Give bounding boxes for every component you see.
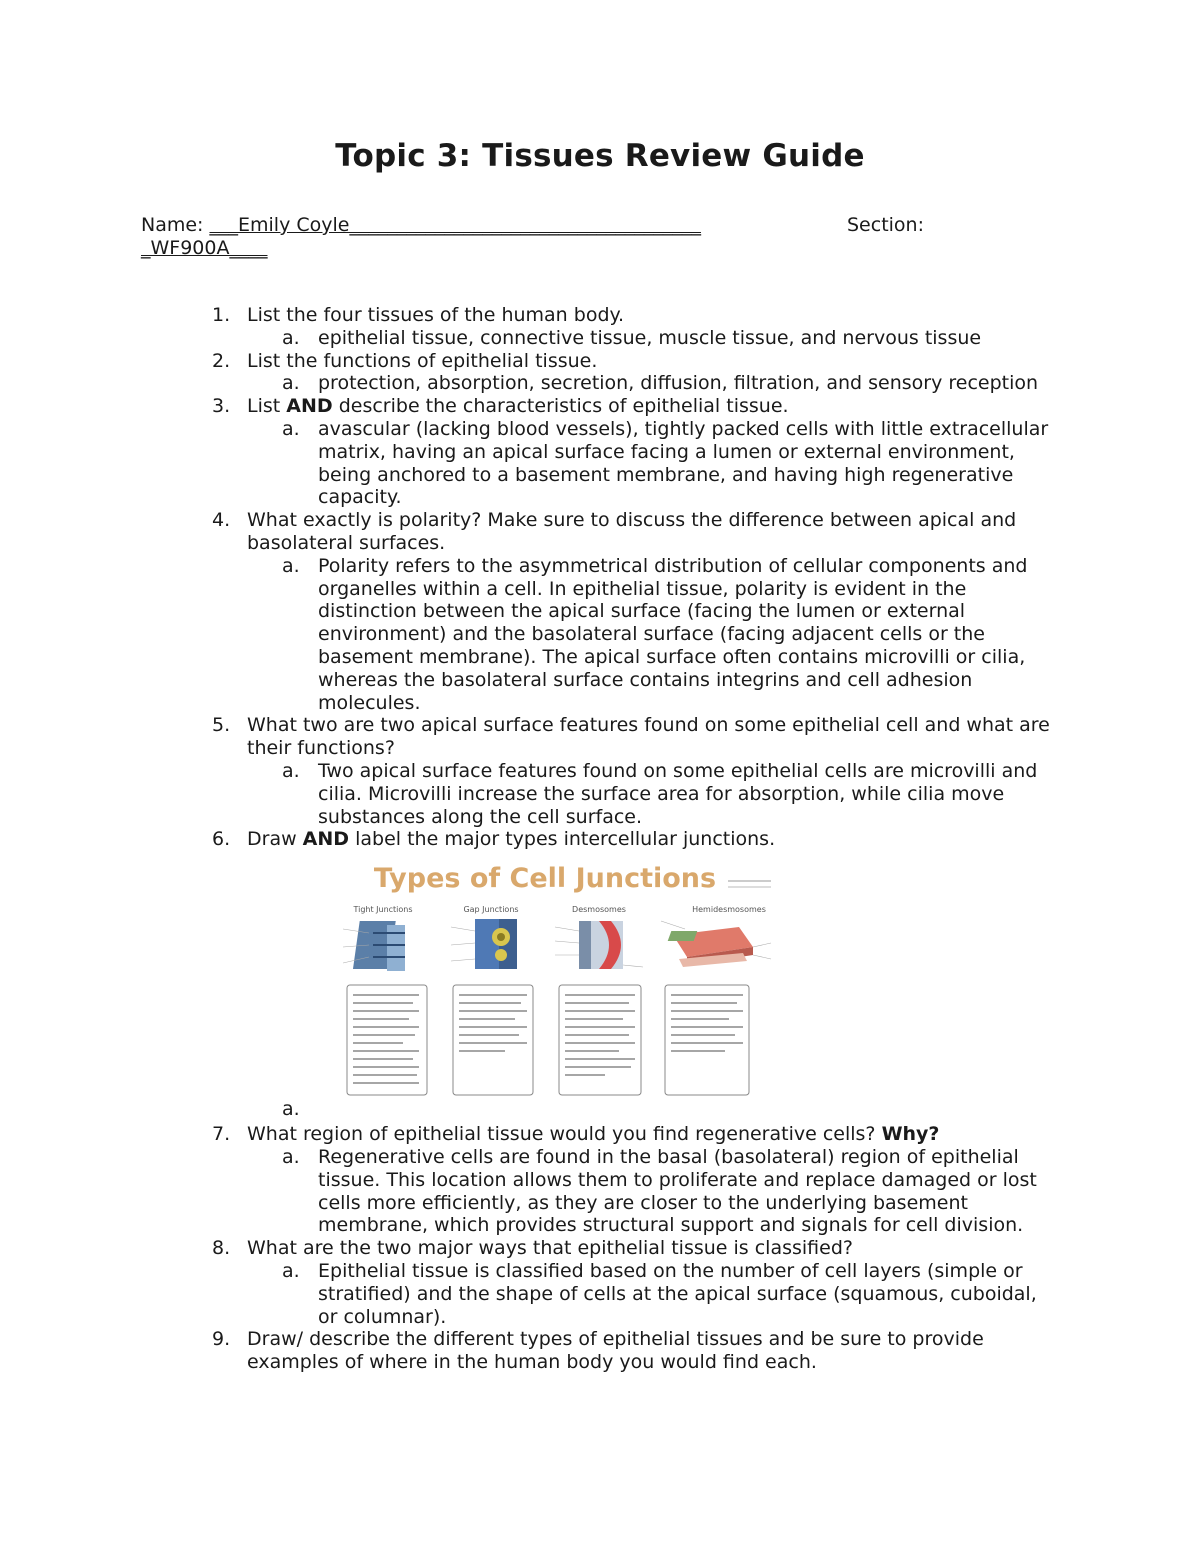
answer-text: Epithelial tissue is classified based on the number of cell layers (simple or stratified) and the shape of cells at the apical surface (squamous, cuboidal, or columnar).: [318, 1259, 1037, 1328]
cell-junctions-figure: [343, 855, 777, 1099]
answer-item: [247, 327, 1052, 350]
answer-text: epithelial tissue, connective tissue, muscle tissue, and nervous tissue: [318, 326, 982, 349]
answer-item: [247, 418, 1052, 509]
question-number: 2.: [212, 349, 231, 372]
question-item: [0, 1328, 1052, 1374]
question-text: What region of epithelial tissue would you find regenerative cells? Why?: [247, 1123, 940, 1146]
name-label: Name:: [141, 214, 210, 236]
question-text: What exactly is polarity? Make sure to discuss the difference between apical and basolateral surfaces.: [247, 509, 1017, 554]
question-number: 1.: [212, 304, 231, 326]
answer-marker: a.: [282, 417, 300, 440]
answer-item: [247, 760, 1052, 828]
answer-item: [247, 555, 1052, 715]
section-label: Section:: [847, 214, 924, 236]
answer-item: [247, 372, 1052, 395]
question-text: What are the two major ways that epithelial tissue is classified?: [247, 1237, 853, 1260]
question-item: [0, 350, 1052, 396]
panel-label-desmosomes: Desmosomes: [572, 905, 626, 915]
question-item: [0, 304, 1052, 350]
panel-label-hemidesmosomes: Hemidesmosomes: [692, 905, 766, 915]
page-title: Topic 3: Tissues Review Guide: [335, 138, 865, 174]
question-item: [0, 395, 1052, 509]
question-number: 9.: [212, 1328, 231, 1351]
answer-marker: a.: [282, 554, 300, 577]
panel-label-tight: Tight Junctions: [353, 905, 413, 915]
answer-marker: a.: [282, 326, 300, 349]
question-item: [0, 828, 1052, 1123]
answer-marker: a.: [282, 1259, 300, 1282]
panel-label-gap: Gap Junctions: [463, 905, 519, 915]
question-text: List AND describe the characteristics of epithelial tissue.: [247, 395, 789, 418]
question-item: [0, 1237, 1052, 1328]
question-number: 3.: [212, 395, 231, 418]
question-number: 7.: [212, 1123, 231, 1146]
answer-text: avascular (lacking blood vessels), tightly packed cells with little extracellular matrix, having an apical surface facing a lumen or external environment, being anchored to a basement membrane, and having high regenerative capacity.: [318, 417, 1049, 509]
answer-item: [247, 851, 1052, 1123]
question-number: 5.: [212, 714, 231, 737]
question-number: 4.: [212, 509, 231, 532]
answer-text: protection, absorption, secretion, diffusion, filtration, and sensory reception: [318, 372, 1039, 395]
question-item: [0, 1123, 1052, 1237]
question-item: [0, 509, 1052, 714]
answer-marker: a.: [282, 1098, 300, 1121]
question-item: [0, 714, 1052, 828]
answer-marker: a.: [282, 759, 300, 782]
question-text: List the functions of epithelial tissue.: [247, 349, 598, 372]
section-field[interactable]: _WF900A____: [141, 237, 268, 259]
question-number: 8.: [212, 1237, 231, 1260]
question-text: Draw/ describe the different types of epithelial tissues and be sure to provide examples of where in the human body you would find each.: [247, 1328, 984, 1374]
question-text: List the four tissues of the human body.: [247, 304, 625, 326]
name-field[interactable]: ___Emily Coyle_____________________________________: [209, 214, 701, 236]
question-list: [0, 304, 1052, 1374]
answer-marker: a.: [282, 1145, 300, 1168]
figure-title: Types of Cell Junctions: [373, 863, 717, 895]
answer-item: [247, 1260, 1052, 1328]
answer-text: Polarity refers to the asymmetrical distribution of cellular components and organelles within a cell. In epithelial tissue, polarity is evident in the distinction between the apical surface (facing the lumen or external environment) and the basolateral surface (facing adjacent cells or the basement membrane). The apical surface often contains microvilli or cilia, whereas the basolateral surface contains integrins and cell adhesion molecules.: [318, 554, 1028, 714]
question-number: 6.: [212, 828, 231, 851]
answer-text: Regenerative cells are found in the basal (basolateral) region of epithelial tissue. This location allows them to proliferate and replace damaged or lost cells more efficiently, as they are closer to the underlying basement membrane, which provides structural support and signals for cell division.: [318, 1145, 1037, 1237]
name-section-line: [141, 214, 1081, 237]
question-text: What two are two apical surface features found on some epithelial cell and what are their functions?: [247, 714, 1050, 760]
answer-text: Two apical surface features found on some epithelial cells are microvilli and cilia. Microvilli increase the surface area for absorption, while cilia move substances along the cell surface.: [318, 759, 1038, 828]
answer-marker: a.: [282, 372, 300, 395]
answer-item: [247, 1146, 1052, 1237]
question-text: Draw AND label the major types intercellular junctions.: [247, 828, 776, 851]
